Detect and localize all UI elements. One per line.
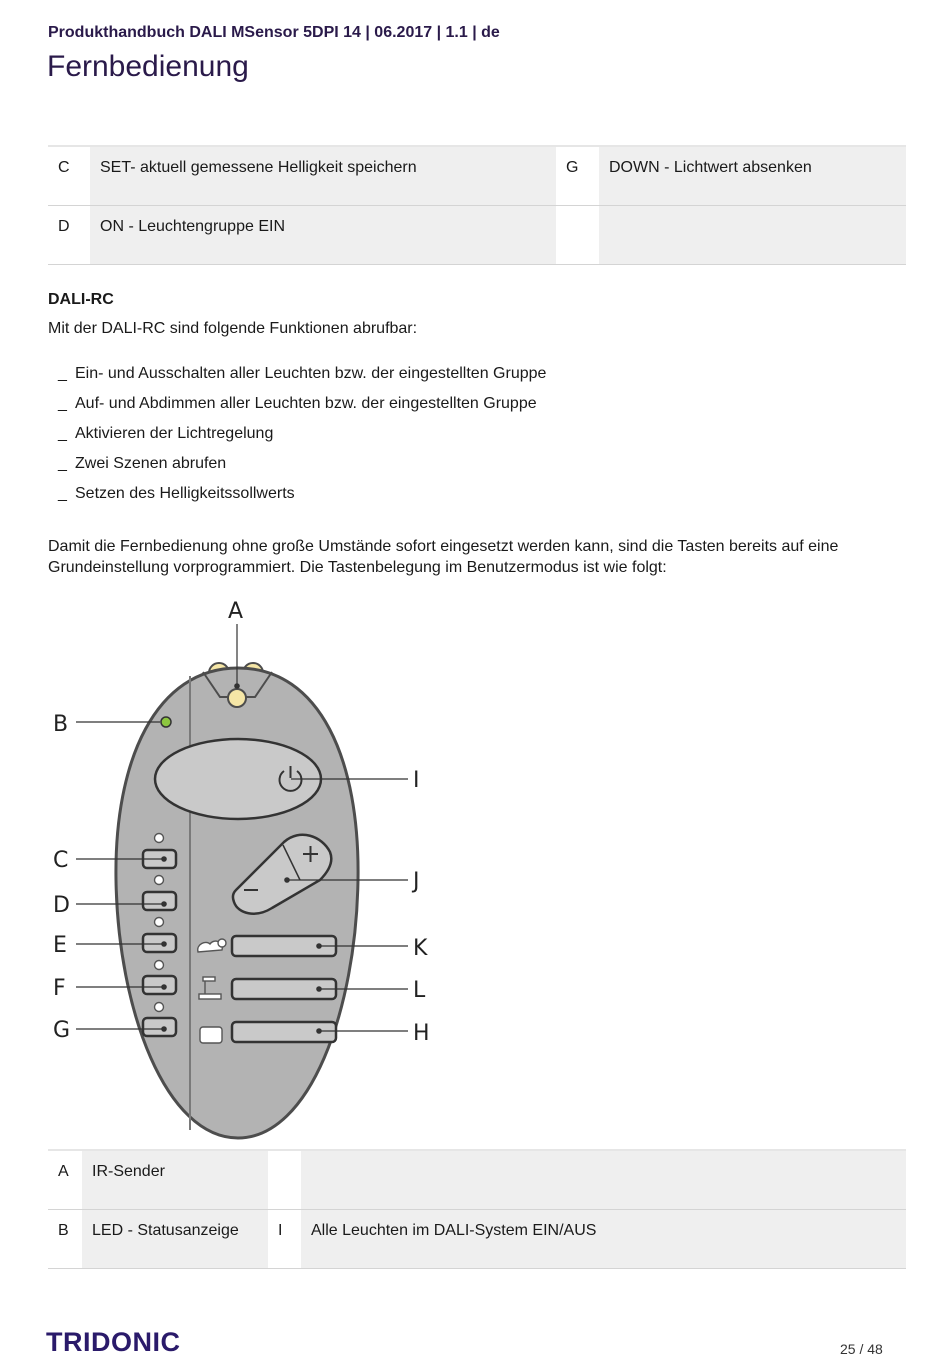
list-item: _ Zwei Szenen abrufen: [58, 455, 227, 472]
key-description: Alle Leuchten im DALI-System EIN/AUS: [301, 1210, 906, 1269]
page-number: 25 / 48: [840, 1341, 883, 1357]
callout-label-j: J: [413, 869, 420, 894]
description-paragraph: Damit die Fernbedienung ohne große Umstände sofort eingesetzt werden kann, sind die Tasten bereits auf eine Grundeinstellung vorprogrammiert. Die Tastenbelegung im Benutzermodus ist wie folgt:: [48, 538, 839, 576]
key-letter: A: [48, 1150, 82, 1210]
brand-logo: TRIDONIC: [46, 1327, 181, 1357]
table-row: [48, 146, 906, 206]
key-table-top: [48, 145, 906, 265]
section-title: DALI-RC: [48, 291, 114, 308]
key-description: [599, 206, 906, 265]
key-description: IR-Sender: [82, 1150, 268, 1210]
key-letter: C: [48, 146, 90, 206]
key-letter: D: [48, 206, 90, 265]
bullet-marker: _: [58, 395, 67, 412]
key-letter: I: [268, 1210, 301, 1269]
list-item: _ Ein- und Ausschalten aller Leuchten bzw. der eingestellten Gruppe: [58, 365, 547, 382]
key-description: LED - Statusanzeige: [82, 1210, 268, 1269]
key-description: SET- aktuell gemessene Helligkeit speichern: [90, 146, 556, 206]
callout-label-a: A: [228, 599, 244, 624]
callout-label-h: H: [413, 1021, 430, 1046]
list-item: _ Auf- und Abdimmen aller Leuchten bzw. der eingestellten Gruppe: [58, 395, 537, 412]
page-title: Fernbedienung: [47, 50, 249, 83]
projector-icon: [200, 1027, 222, 1043]
callout-label-f: F: [53, 976, 66, 1001]
table-row: [48, 1210, 906, 1269]
section-intro: Mit der DALI-RC sind folgende Funktionen abrufbar:: [48, 320, 418, 337]
bullet-marker: _: [58, 365, 67, 382]
ir-sender-lens: [228, 689, 246, 707]
document-header: Produkthandbuch DALI MSensor 5DPI 14 | 06.2017 | 1.1 | de: [48, 24, 500, 41]
callout-label-l: L: [413, 978, 426, 1003]
bullet-marker: _: [58, 485, 67, 502]
key-description: [301, 1150, 906, 1210]
bullet-marker: _: [58, 425, 67, 442]
key-description: DOWN - Lichtwert absenken: [599, 146, 906, 206]
callout-label-e: E: [53, 933, 67, 958]
list-item: _ Aktivieren der Lichtregelung: [58, 425, 274, 442]
feature-list: [58, 364, 546, 514]
callout-label-k: K: [413, 936, 428, 961]
callout-label-i: I: [413, 768, 420, 793]
callout-label-g: G: [53, 1018, 71, 1043]
key-letter: [556, 206, 599, 265]
key-letter: [268, 1150, 301, 1210]
status-led: [161, 717, 171, 727]
remote-control-diagram: [40, 592, 460, 1144]
list-item: _ Setzen des Helligkeitssollwerts: [58, 485, 295, 502]
key-description: ON - Leuchtengruppe EIN: [90, 206, 556, 265]
table-row: [48, 1150, 906, 1210]
table-row: [48, 206, 906, 265]
key-letter: G: [556, 146, 599, 206]
callout-label-b: B: [53, 712, 69, 737]
callout-label-c: C: [53, 848, 69, 873]
key-table-bottom: [48, 1149, 906, 1269]
key-letter: B: [48, 1210, 82, 1269]
callout-label-d: D: [53, 893, 70, 918]
bullet-marker: _: [58, 455, 67, 472]
